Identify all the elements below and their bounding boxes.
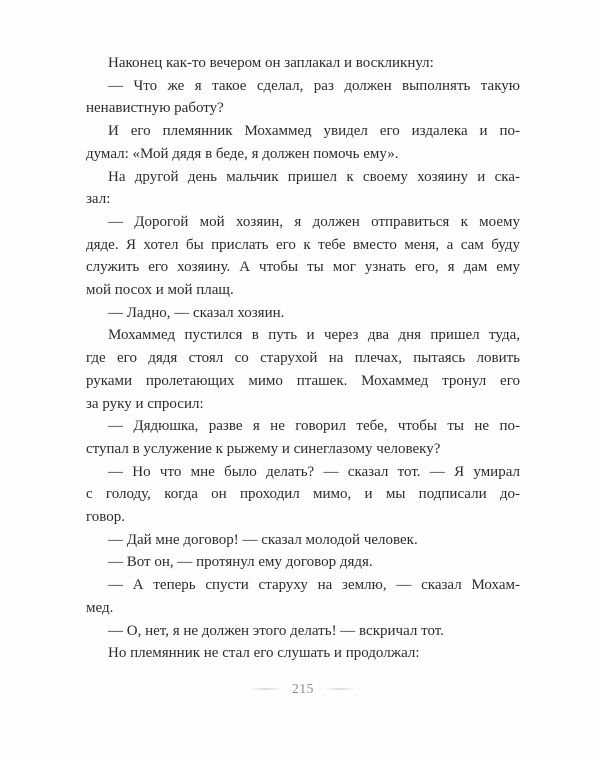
text-line: — А теперь спусти старуху на землю, — сказал Мохам- xyxy=(108,577,520,594)
text-line: зал: xyxy=(86,191,111,208)
text-line: с голоду, когда он проходил мимо, и мы подписали до- xyxy=(86,486,520,503)
ornament-left-icon xyxy=(250,688,282,690)
page-footer xyxy=(86,678,520,701)
text-line: говор. xyxy=(86,509,126,526)
page-number: 215 xyxy=(291,680,315,696)
text-line: Наконец как-то вечером он заплакал и воскликнул: xyxy=(108,55,434,71)
text-line: Мохаммед пустился в путь и через два дня пришел туда, xyxy=(108,327,520,344)
text-line: за руку и спросил: xyxy=(86,395,204,412)
text-line: служить его хозяину. А чтобы ты мог узнать его, я дам ему xyxy=(86,259,520,276)
text-line: — Но что мне было делать? — сказал тот. — Я умирал xyxy=(108,463,520,480)
text-line: На другой день мальчик пришел к своему хозяину и ска- xyxy=(108,168,520,185)
text-line: — О, нет, я не должен этого делать! — вскричал тот. xyxy=(108,622,444,639)
text-line: — Вот он, — протянул ему договор дядя. xyxy=(108,554,373,571)
text-line: ступал в услужение к рыжему и синеглазому человеку? xyxy=(86,440,441,457)
text-block xyxy=(86,52,520,665)
ornament-right-icon xyxy=(324,688,356,690)
text-line: — Дорогой мой хозяин, я должен отправиться к моему xyxy=(108,213,520,230)
text-line: мед. xyxy=(86,599,114,616)
text-line: дяде. Я хотел бы прислать его к тебе вместо меня, а сам буду xyxy=(86,236,520,253)
text-line: — Дай мне договор! — сказал молодой человек. xyxy=(108,531,418,548)
text-line: ненавистную работу? xyxy=(86,100,224,117)
text-line: где его дядя стоял со старухой на плечах, пытаясь ловить xyxy=(86,350,520,367)
text-line: мой посох и мой плащ. xyxy=(86,282,234,299)
text-line: Но племянник не стал его слушать и продолжал: xyxy=(108,645,420,662)
text-line: — Что же я такое сделал, раз должен выполнять такую xyxy=(108,77,520,94)
text-line: думал: «Мой дядя в беде, я должен помочь ему». xyxy=(86,145,399,162)
text-line: — Дядюшка, разве я не говорил тебе, чтобы ты не по- xyxy=(108,418,520,435)
text-line: И его племянник Мохаммед увидел его издалека и по- xyxy=(108,123,520,140)
text-line: — Ладно, — сказал хозяин. xyxy=(108,304,285,321)
text-line: руками пролетающих мимо пташек. Мохаммед тронул его xyxy=(86,372,520,389)
